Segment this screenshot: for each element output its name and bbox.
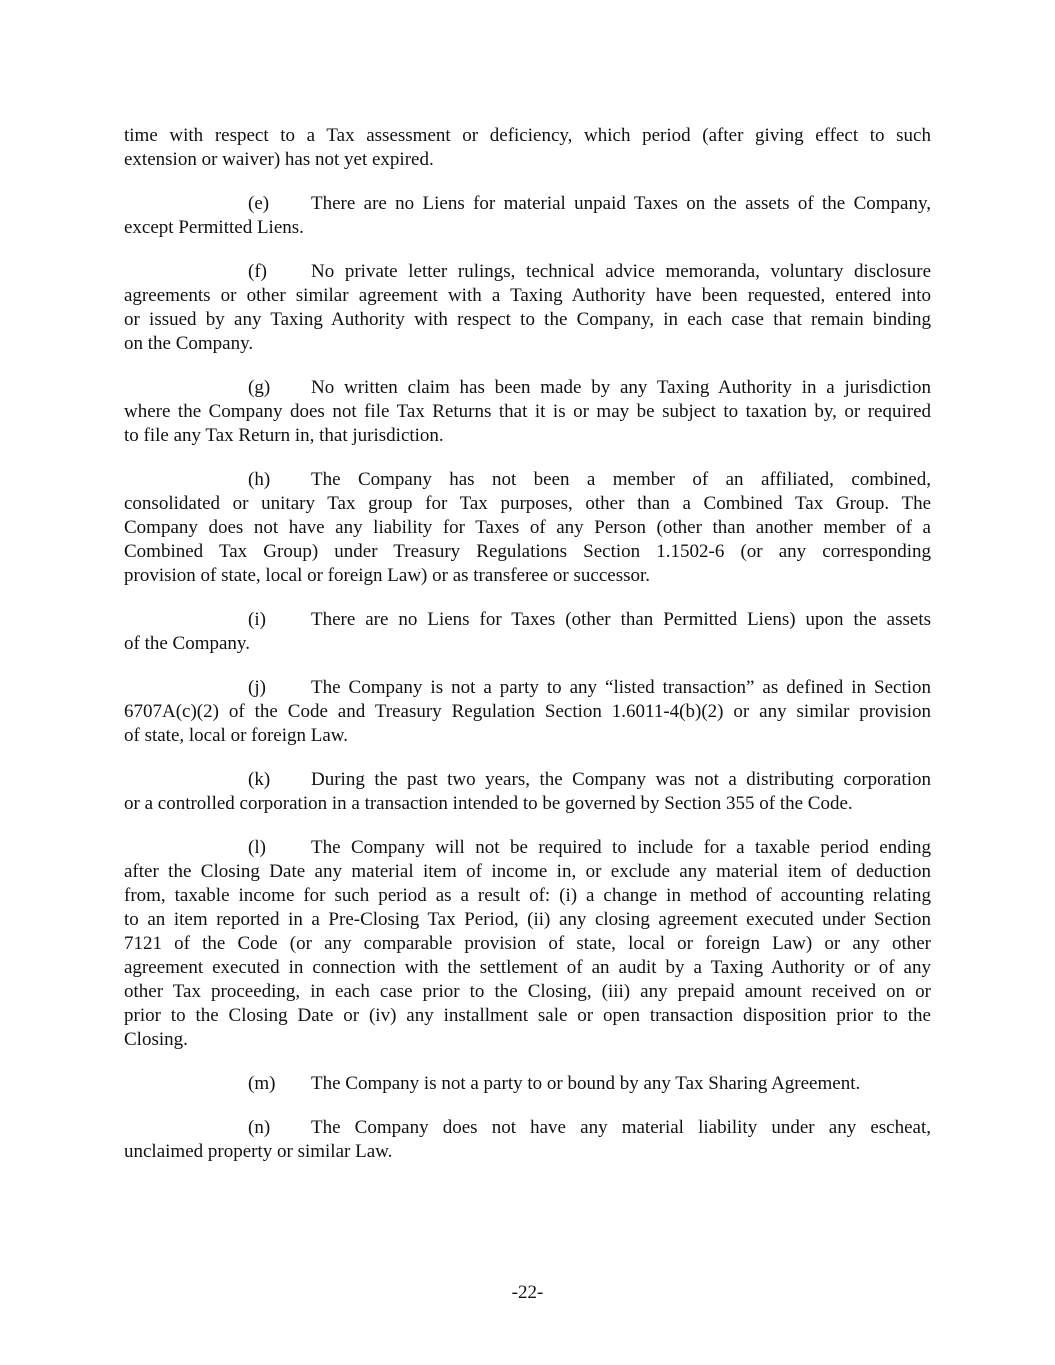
text-line — [124, 468, 931, 492]
text-line — [124, 192, 931, 216]
section-label: (l) — [248, 837, 266, 858]
text-line — [124, 608, 931, 632]
section-e — [124, 192, 931, 240]
text-line: of state, local or foreign Law. — [124, 725, 349, 746]
text-line: on the Company. — [124, 333, 254, 354]
section-f — [124, 260, 931, 356]
section-label: (f) — [248, 261, 267, 282]
section-label: (h) — [248, 469, 271, 490]
text-line — [124, 1116, 931, 1140]
text-line — [124, 260, 931, 284]
text-line: Closing. — [124, 1029, 188, 1050]
section-label: (k) — [248, 769, 271, 790]
text-line — [124, 768, 931, 792]
text-line: to an item reported in a Pre-Closing Tax Period, (ii) any closing agreement executed under Section — [124, 909, 931, 930]
text-line: provision of state, local or foreign Law) or as transferee or successor. — [124, 565, 651, 586]
section-g — [124, 376, 931, 448]
text-line: time with respect to a Tax assessment or deficiency, which period (after giving effect to such — [124, 125, 931, 146]
line-text: No private letter rulings, technical advice memoranda, voluntary disclosure — [311, 261, 931, 282]
text-line: to file any Tax Return in, that jurisdiction. — [124, 425, 444, 446]
text-line: from, taxable income for such period as a result of: (i) a change in method of accounting relating — [124, 885, 931, 906]
line-text: The Company is not a party to or bound by any Tax Sharing Agreement. — [311, 1073, 861, 1094]
text-line: Combined Tax Group) under Treasury Regulations Section 1.1502-6 (or any corresponding — [124, 541, 931, 562]
text-line — [124, 1072, 931, 1096]
text-line: agreement executed in connection with the settlement of an audit by a Taxing Authority or of any — [124, 957, 931, 978]
text-line: extension or waiver) has not yet expired. — [124, 149, 434, 170]
text-line: or issued by any Taxing Authority with respect to the Company, in each case that remain binding — [124, 309, 931, 330]
section-label: (n) — [248, 1117, 271, 1138]
section-h — [124, 468, 931, 588]
line-text: The Company will not be required to include for a taxable period ending — [311, 837, 931, 858]
text-line: of the Company. — [124, 633, 250, 654]
text-line: agreements or other similar agreement with a Taxing Authority have been requested, entered into — [124, 285, 931, 306]
continued-paragraph — [124, 124, 931, 172]
text-line — [124, 836, 931, 860]
text-line: 7121 of the Code (or any comparable provision of state, local or foreign Law) or any other — [124, 933, 931, 954]
text-line: consolidated or unitary Tax group for Tax purposes, other than a Combined Tax Group. The — [124, 493, 931, 514]
text-line: or a controlled corporation in a transaction intended to be governed by Section 355 of the Code. — [124, 793, 853, 814]
section-label: (i) — [248, 609, 266, 630]
text-line — [124, 376, 931, 400]
section-i — [124, 608, 931, 656]
text-line: where the Company does not file Tax Returns that it is or may be subject to taxation by, or required — [124, 401, 931, 422]
text-line: 6707A(c)(2) of the Code and Treasury Regulation Section 1.6011-4(b)(2) or any similar provision — [124, 701, 931, 722]
section-label: (e) — [248, 193, 270, 214]
section-label: (j) — [248, 677, 266, 698]
line-text: During the past two years, the Company was not a distributing corporation — [311, 769, 931, 790]
section-l — [124, 836, 931, 1052]
section-label: (g) — [248, 377, 271, 398]
line-text: There are no Liens for Taxes (other than Permitted Liens) upon the assets — [311, 609, 931, 630]
section-m — [124, 1072, 931, 1096]
text-line — [124, 676, 931, 700]
text-line: after the Closing Date any material item of income in, or exclude any material item of deduction — [124, 861, 931, 882]
text-line: unclaimed property or similar Law. — [124, 1141, 393, 1162]
line-text: There are no Liens for material unpaid Taxes on the assets of the Company, — [311, 193, 931, 214]
line-text: The Company does not have any material liability under any escheat, — [311, 1117, 931, 1138]
text-line: except Permitted Liens. — [124, 217, 304, 238]
line-text: No written claim has been made by any Taxing Authority in a jurisdiction — [311, 377, 931, 398]
section-j — [124, 676, 931, 748]
page-number: -22- — [511, 1282, 544, 1303]
line-text: The Company has not been a member of an affiliated, combined, — [311, 469, 931, 490]
text-line: Company does not have any liability for Taxes of any Person (other than another member of a — [124, 517, 931, 538]
text-line: prior to the Closing Date or (iv) any installment sale or open transaction disposition prior to the — [124, 1005, 931, 1026]
document-body — [124, 124, 931, 1184]
text-line: other Tax proceeding, in each case prior to the Closing, (iii) any prepaid amount received on or — [124, 981, 931, 1002]
section-n — [124, 1116, 931, 1164]
section-k — [124, 768, 931, 816]
section-label: (m) — [248, 1073, 276, 1094]
line-text: The Company is not a party to any “listed transaction” as defined in Section — [311, 677, 931, 698]
